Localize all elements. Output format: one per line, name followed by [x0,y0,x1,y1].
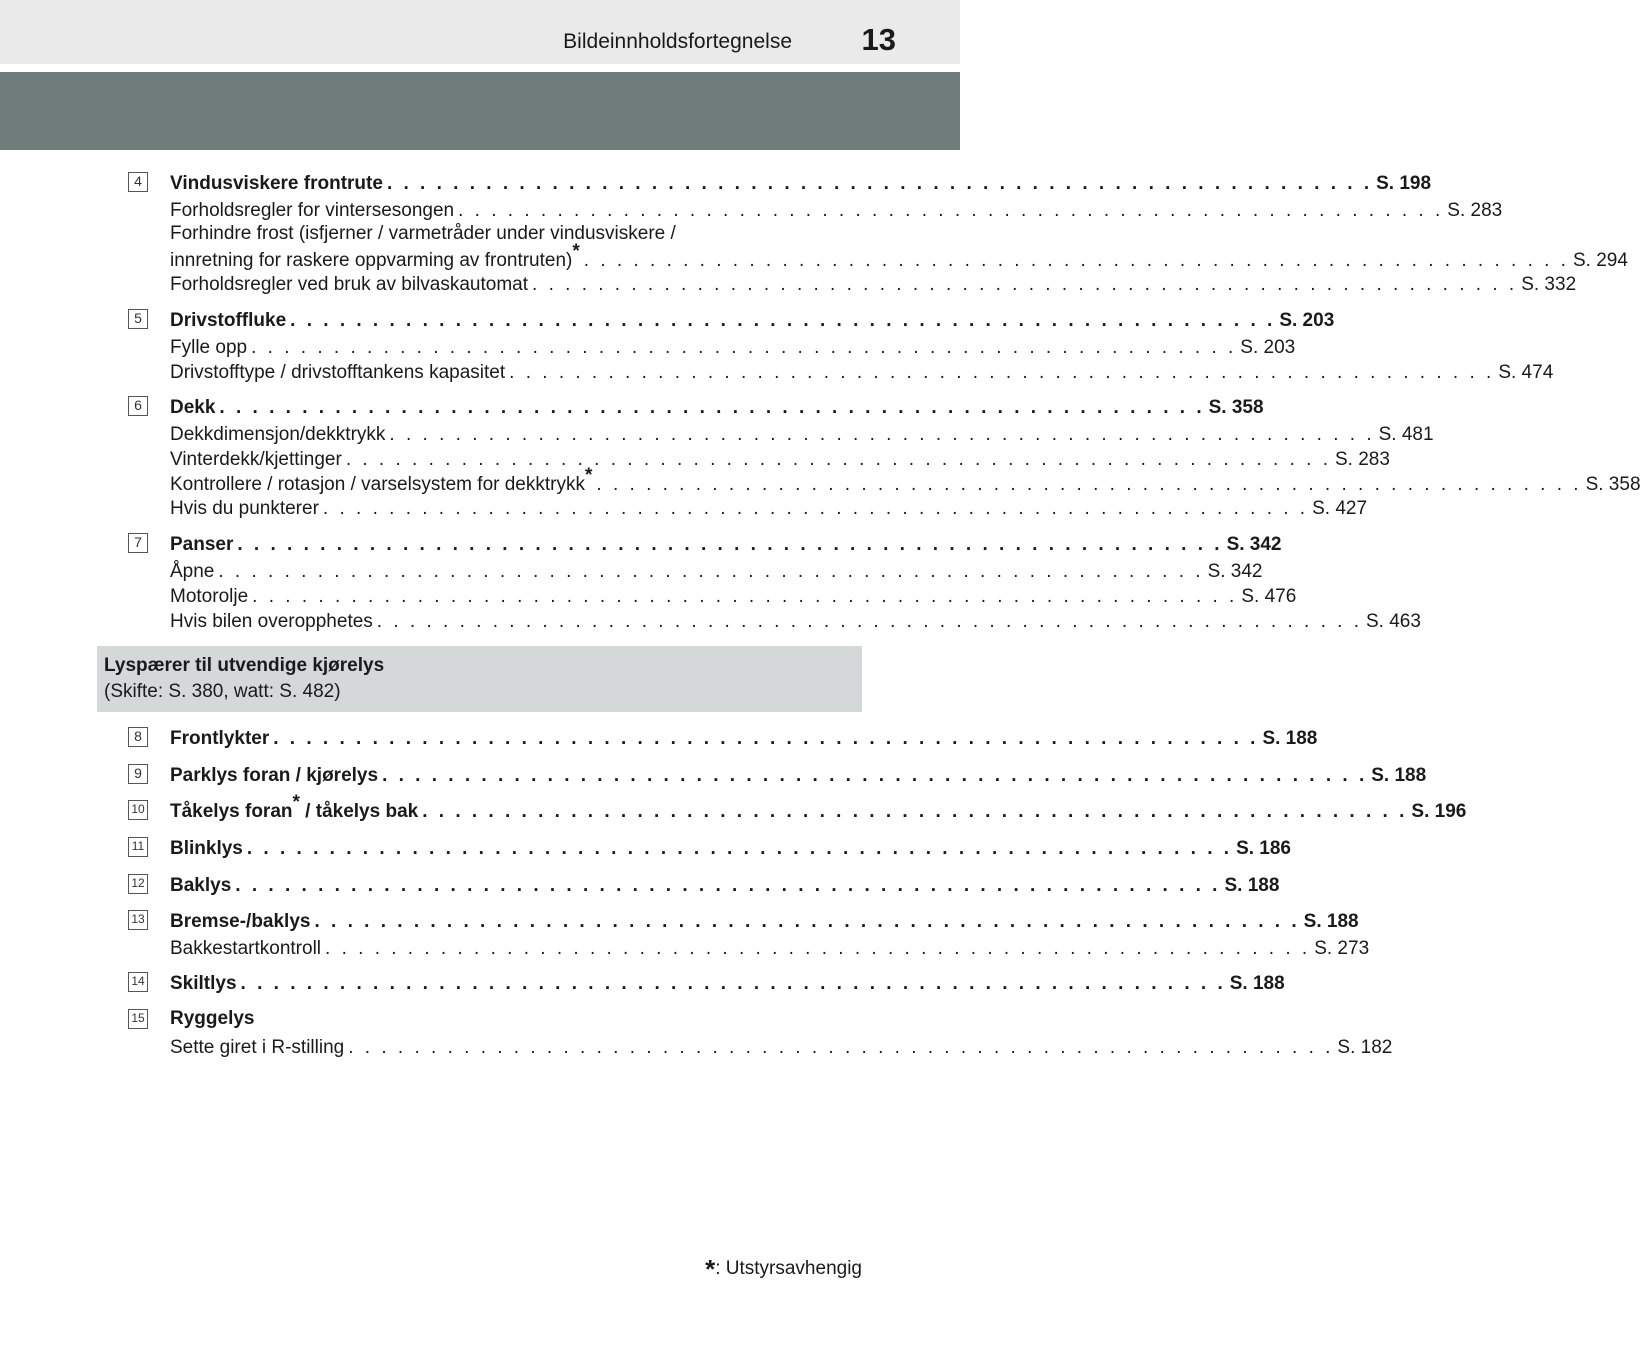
toc-page-ref: S. 427 [1312,498,1368,519]
toc-page-ref: S. 203 [1240,337,1296,358]
toc-page-ref: S. 188 [1224,875,1280,896]
toc-page-ref: S. 188 [1229,973,1285,994]
toc-page-ref: S. 342 [1226,534,1282,555]
asterisk-marker: * [292,791,300,813]
toc-heading-label: Dekk [170,397,216,418]
toc-heading-row[interactable] [170,531,1282,557]
dot-leader: . . . . . . . . . . . . . . . . . . . . . . . . . . . . . . . . . . . . . . . . . . . . . . . . . . . . . . . . . . . . [532,274,1518,295]
toc-heading-row[interactable] [170,307,1335,333]
item-number-badge: 11 [128,837,148,857]
item-number-badge: 10 [128,800,148,820]
toc-page-ref: S. 474 [1498,362,1554,383]
toc-entry-row [170,222,823,248]
lights-section-header [97,646,862,712]
dot-leader: . . . . . . . . . . . . . . . . . . . . . . . . . . . . . . . . . . . . . . . . . . . . . . . . . . . . . . . . . . . . [325,938,1311,959]
toc-page-ref: S. 196 [1411,801,1467,822]
toc-heading-row[interactable] [170,908,1359,934]
toc-page-ref: S. 283 [1447,200,1503,221]
toc-page-ref: S. 283 [1335,449,1390,470]
dot-leader: . . . . . . . . . . . . . . . . . . . . . . . . . . . . . . . . . . . . . . . . . . . . . . . . . . . . . . . . . . . . [240,973,1226,994]
item-number-badge: 4 [128,172,148,192]
toc-page-ref: S. 186 [1236,838,1291,859]
lights-section-title: Lyspærer til utvendige kjørelys [104,655,385,676]
asterisk-marker: * [705,1254,716,1284]
toc-entry-label: Fylle opp [170,337,248,358]
dot-leader: . . . . . . . . . . . . . . . . . . . . . . . . . . . . . . . . . . . . . . . . . . . . . . . . . . . . . . . . . . . . [246,838,1233,859]
toc-entry-row[interactable] [170,197,1503,223]
toc-page-ref: S. 188 [1371,765,1427,786]
toc-entry-label: Motorolje [170,586,249,607]
item-number-badge: 5 [128,309,148,329]
toc-entry-row[interactable] [170,334,1296,360]
lights-section-subtitle: (Skifte: S. 380, watt: S. 482) [104,681,341,702]
item-number-badge: 6 [128,396,148,416]
item-number-badge: 15 [128,1009,148,1029]
toc-page-ref: S. 332 [1521,274,1577,295]
toc-entry-row[interactable] [170,608,1421,634]
toc-heading-label: Skiltlys [170,973,237,994]
toc-entry-row[interactable] [170,583,1297,609]
toc-heading-row[interactable] [170,970,1285,996]
toc-page-ref: S. 358 [1585,474,1641,495]
dot-leader: . . . . . . . . . . . . . . . . . . . . . . . . . . . . . . . . . . . . . . . . . . . . . . . . . . . . . . . . . . . . [422,801,1408,822]
toc-entry-label: Forholdsregler ved bruk av bilvaskautomat [170,274,529,295]
toc-entry-row[interactable] [170,271,1577,297]
section-title: Bildeinnholdsfortegnelse [563,30,792,53]
toc-page-ref: S. 342 [1207,561,1263,582]
toc-entry-row[interactable] [170,495,1368,521]
toc-page-ref: S. 198 [1376,173,1432,194]
toc-heading-label: Bremse-/baklys [170,911,311,932]
toc-entry-label: Drivstofftype / drivstofftankens kapasitet [170,362,506,383]
toc-heading-label: Drivstoffluke [170,310,287,331]
header-strip [0,0,960,64]
asterisk-marker: * [572,240,580,262]
toc-entry-row[interactable] [170,935,1370,961]
toc-page-ref: S. 182 [1337,1037,1393,1058]
toc-entry-label: Bakkestartkontroll [170,938,322,959]
dot-leader: . . . . . . . . . . . . . . . . . . . . . . . . . . . . . . . . . . . . . . . . . . . . . . . . . . . . . . . . . . . . [251,337,1237,358]
toc-entry-label: Hvis du punkterer [170,498,319,519]
toc-entry-row[interactable] [170,1034,1393,1060]
toc-heading-label: Parklys foran / kjørelys [170,765,379,786]
toc-entry-row[interactable] [170,464,1641,497]
item-number-badge: 8 [128,727,148,747]
toc-entry-label: Sette giret i R-stilling [170,1037,345,1058]
dot-leader: . . . . . . . . . . . . . . . . . . . . . . . . . . . . . . . . . . . . . . . . . . . . . . . . . . . . . . . . . . . . [273,728,1259,749]
toc-heading-row[interactable] [170,872,1280,898]
toc-page-ref: S. 463 [1365,611,1421,632]
footnote [705,1250,862,1284]
toc-heading-row[interactable] [170,725,1318,751]
dot-leader: . . . . . . . . . . . . . . . . . . . . . . . . . . . . . . . . . . . . . . . . . . . . . . . . . . . . . . . . . . . . [376,611,1362,632]
dot-leader: . . . . . . . . . . . . . . . . . . . . . . . . . . . . . . . . . . . . . . . . . . . . . . . . . . . . . . . . . . . . [389,424,1375,445]
toc-heading-label: Blinklys [170,838,243,859]
item-number-badge: 13 [128,910,148,930]
illustration-band [0,72,960,150]
item-number-badge: 9 [128,764,148,784]
toc-heading-row [170,1007,823,1033]
toc-entry-label: Vinterdekk/kjettinger [170,449,342,470]
toc-page-ref: S. 188 [1303,911,1359,932]
toc-heading-label: Tåkelys foran* / tåkelys bak [170,791,419,822]
dot-leader: . . . . . . . . . . . . . . . . . . . . . . . . . . . . . . . . . . . . . . . . . . . . . . . . . . . . . . . . . . . . [252,586,1238,607]
dot-leader: . . . . . . . . . . . . . . . . . . . . . . . . . . . . . . . . . . . . . . . . . . . . . . . . . . . . . . . . . . . . [322,498,1309,519]
toc-page-ref: S. 294 [1572,250,1628,271]
toc-page-ref: S. 273 [1314,938,1370,959]
toc-entry-label: Dekkdimensjon/dekktrykk [170,424,386,445]
dot-leader: . . . . . . . . . . . . . . . . . . . . . . . . . . . . . . . . . . . . . . . . . . . . . . . . . . . . . . . . . . . . [314,911,1300,932]
dot-leader: . . . . . . . . . . . . . . . . . . . . . . . . . . . . . . . . . . . . . . . . . . . . . . . . . . . . . . . . . . . . [583,250,1569,271]
dot-leader: . . . . . . . . . . . . . . . . . . . . . . . . . . . . . . . . . . . . . . . . . . . . . . . . . . . . . . . . . . . . [382,765,1368,786]
toc-heading-row[interactable] [170,170,1432,196]
toc-entry-label: Forhindre frost (isfjerner / varmetråder under vindusviskere / [170,223,676,244]
footnote-text: : Utstyrsavhengig [715,1258,862,1279]
dot-leader: . . . . . . . . . . . . . . . . . . . . . . . . . . . . . . . . . . . . . . . . . . . . . . . . . . . . . . . . . . . . [237,534,1223,555]
toc-heading-label: Ryggelys [170,1008,255,1029]
toc-entry-label: Hvis bilen overopphetes [170,611,373,632]
toc-heading-label: Baklys [170,875,232,896]
dot-leader: . . . . . . . . . . . . . . . . . . . . . . . . . . . . . . . . . . . . . . . . . . . . . . . . . . . . . . . . . . . . [458,200,1444,221]
toc-heading-row[interactable] [170,835,1291,861]
toc-heading-row[interactable] [170,394,1264,420]
dot-leader: . . . . . . . . . . . . . . . . . . . . . . . . . . . . . . . . . . . . . . . . . . . . . . . . . . . . . . . . . . . . [596,474,1582,495]
dot-leader: . . . . . . . . . . . . . . . . . . . . . . . . . . . . . . . . . . . . . . . . . . . . . . . . . . . . . . . . . . . . [345,449,1331,470]
item-number-badge: 14 [128,972,148,992]
dot-leader: . . . . . . . . . . . . . . . . . . . . . . . . . . . . . . . . . . . . . . . . . . . . . . . . . . . . . . . . . . . . [218,561,1204,582]
dot-leader: . . . . . . . . . . . . . . . . . . . . . . . . . . . . . . . . . . . . . . . . . . . . . . . . . . . . . . . . . . . . [219,397,1205,418]
toc-heading-label: Frontlykter [170,728,270,749]
toc-entry-row[interactable] [170,446,1390,472]
toc-page-ref: S. 476 [1241,586,1297,607]
toc-entry-row[interactable] [170,359,1554,385]
page-number: 13 [861,22,896,57]
toc-entry-label: Åpne [170,561,215,582]
dot-leader: . . . . . . . . . . . . . . . . . . . . . . . . . . . . . . . . . . . . . . . . . . . . . . . . . . . . . . . . . . . . [348,1037,1334,1058]
dot-leader: . . . . . . . . . . . . . . . . . . . . . . . . . . . . . . . . . . . . . . . . . . . . . . . . . . . . . . . . . . . . [386,173,1373,194]
toc-page-ref: S. 481 [1378,424,1434,445]
item-number-badge: 12 [128,874,148,894]
toc-heading-label: Vindusviskere frontrute [170,173,383,194]
dot-leader: . . . . . . . . . . . . . . . . . . . . . . . . . . . . . . . . . . . . . . . . . . . . . . . . . . . . . . . . . . . . [290,310,1276,331]
toc-page-ref: S. 188 [1262,728,1318,749]
toc-page-ref: S. 358 [1208,397,1264,418]
asterisk-marker: * [584,464,593,486]
toc-page-ref: S. 203 [1279,310,1335,331]
dot-leader: . . . . . . . . . . . . . . . . . . . . . . . . . . . . . . . . . . . . . . . . . . . . . . . . . . . . . . . . . . . . [509,362,1495,383]
toc-heading-label: Panser [170,534,234,555]
toc-heading-row[interactable] [170,762,1427,788]
toc-entry-label: Kontrollere / rotasjon / varselsystem for dekktrykk* [170,464,593,495]
toc-entry-label: innretning for raskere oppvarming av frontruten)* [170,240,580,271]
dot-leader: . . . . . . . . . . . . . . . . . . . . . . . . . . . . . . . . . . . . . . . . . . . . . . . . . . . . . . . . . . . . [235,875,1221,896]
toc-entry-row[interactable] [170,240,1628,273]
toc-entry-row[interactable] [170,558,1263,584]
item-number-badge: 7 [128,533,148,553]
toc-entry-row[interactable] [170,421,1434,447]
toc-entry-label: Forholdsregler for vintersesongen [170,200,455,221]
toc-heading-row[interactable] [170,791,1467,824]
